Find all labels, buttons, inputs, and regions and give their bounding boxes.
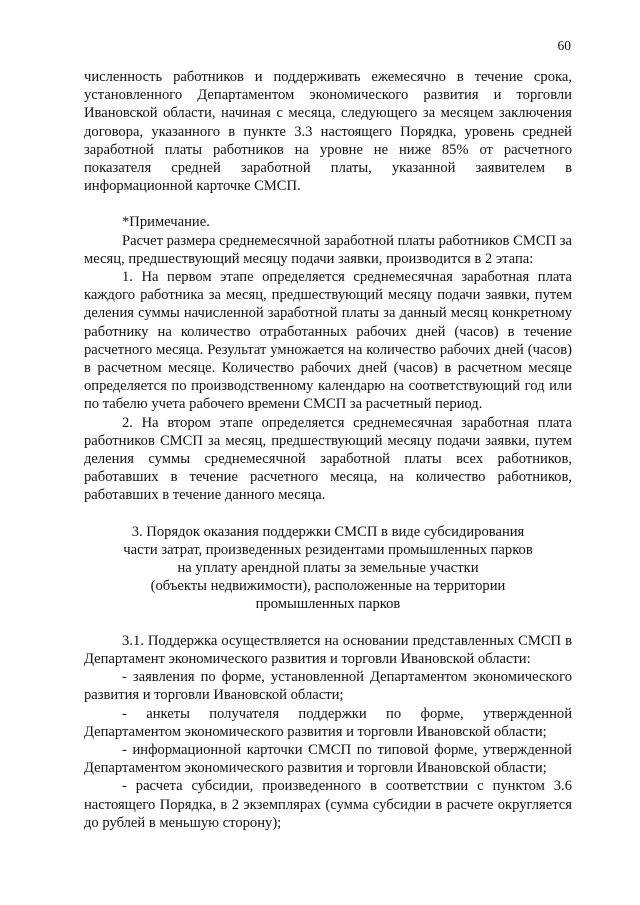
spacer bbox=[84, 195, 572, 213]
note-title: *Примечание. bbox=[122, 214, 210, 231]
paragraph-3-1: 3.1. Поддержка осуществляется на основании представленных СМСП в Департамент экономического развития и торговли Ивановской области: bbox=[84, 632, 572, 667]
page-content bbox=[84, 68, 572, 832]
spacer bbox=[84, 614, 572, 632]
note-stage-2: 2. На втором этапе определяется среднемесячная заработная плата работников СМСП за месяц, предшествующий месяцу подачи заявки, путем деления суммы среднемесячной заработной платы всех работников, работавших в течение расчетного месяца, на количество работников, работавших в течение данного месяца. bbox=[84, 414, 572, 504]
note-intro: Расчет размера среднемесячной заработной платы работников СМСП за месяц, предшествующий месяцу подачи заявки, производится в 2 этапа: bbox=[84, 232, 572, 267]
section-heading-line: промышленных парков bbox=[255, 596, 401, 613]
section-heading-line: (объекты недвижимости), расположенные на территории bbox=[150, 578, 506, 595]
section-heading-line: 3. Порядок оказания поддержки СМСП в виде субсидирования bbox=[131, 523, 525, 540]
section-heading-line: части затрат, произведенных резидентами промышленных парков bbox=[123, 541, 533, 558]
page-number: 60 bbox=[557, 38, 571, 53]
list-item-application: - заявления по форме, установленной Департаментом экономического развития и торговли Ивановской области; bbox=[84, 669, 572, 704]
list-item-info-card: - информационной карточки СМСП по типовой форме, утвержденной Департаментом экономического развития и торговли Ивановской области; bbox=[84, 741, 572, 777]
section-heading-line: на уплату арендной платы за земельные участки bbox=[177, 560, 479, 577]
note-stage-1: 1. На первом этапе определяется среднемесячная заработная плата каждого работника за месяц, предшествующий месяцу подачи заявки, путем деления суммы начисленной заработной платы за данный месяц конкретному работнику на количество отработанных рабочих дней (часов) в течение расчетного месяца. Результат умножается на количество рабочих дней (часов) в расчетном месяце. Количество рабочих дней (часов) в расчетном месяце определяется по производственному календарю на соответствующий год или по табелю учета рабочего времени СМСП за расчетный период. bbox=[84, 269, 572, 413]
paragraph-salary-level: численность работников и поддерживать ежемесячно в течение срока, установленного Департаментом экономического развития и торговли Ивановской области, начиная с месяца, следующего за месяцем заключения договора, указанного в пункте 3.3 настоящего Порядка, уровень средней заработной платы работников на уровне не ниже 85% от расчетного показателя средней заработной платы, указанной заявителем в информационной карточке СМСП. bbox=[84, 69, 572, 195]
list-item-subsidy-calculation: - расчета субсидии, произведенного в соответствии с пунктом 3.6 настоящего Порядка, в 2 экземплярах (сумма субсидии в расчете округляется до рублей в меньшую сторону); bbox=[84, 778, 572, 831]
list-item-questionnaire: - анкеты получателя поддержки по форме, утвержденной Департаментом экономического развития и торговли Ивановской области; bbox=[84, 705, 572, 740]
section-heading bbox=[84, 523, 572, 614]
